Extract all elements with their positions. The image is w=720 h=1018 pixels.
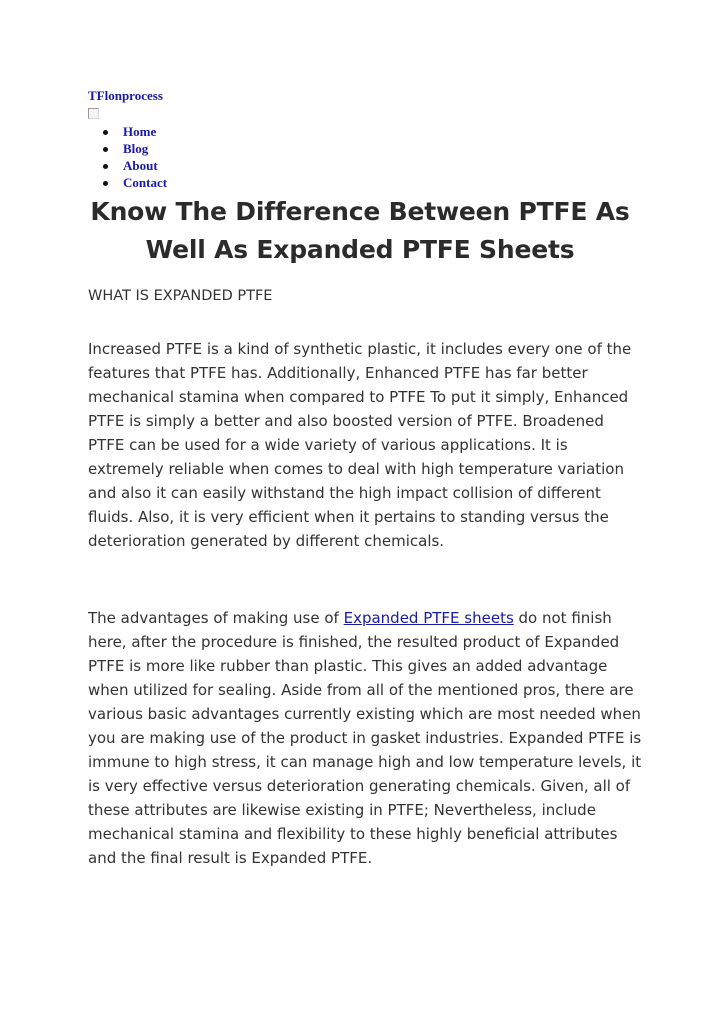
section-heading: WHAT IS EXPANDED PTFE [88,288,273,304]
paragraph-advantages [88,606,643,870]
nav-link-home[interactable]: Home [123,124,157,139]
bullet-icon [103,164,108,169]
broken-image-icon [88,108,99,119]
paragraph-advantages-body: do not finish here, after the procedure is finished, the resulted product of Expanded PTFE is more like rubber than plastic. This gives an added advantage when utilized for sealing. Aside from all of the mentioned pros, there are various basic advantages currently existing which are most needed when you are making use of the product in gasket industries. Expanded PTFE is immune to high stress, it can manage high and low temperature levels, it is very effective versus deterioration generating chemicals. Given, all of these attributes are likewise existing in PTFE; Nevertheless, include mechanical stamina and flexibility to these highly beneficial attributes and the final result is Expanded PTFE. [88,609,642,867]
nav-item-blog [88,140,288,157]
bullet-icon [103,181,108,186]
nav-item-contact [88,174,288,191]
site-title-link[interactable]: TFlonprocess [88,88,163,103]
bullet-icon [103,130,108,135]
nav-item-about [88,157,288,174]
bullet-icon [103,147,108,152]
nav-link-about[interactable]: About [123,158,158,173]
article-title: Know The Difference Between PTFE As Well As Expanded PTFE Sheets [90,197,630,264]
nav-item-home [88,123,288,140]
nav-list [88,123,288,191]
nav-link-blog[interactable]: Blog [123,141,149,156]
nav-link-contact[interactable]: Contact [123,175,168,190]
expanded-ptfe-sheets-link[interactable]: Expanded PTFE sheets [343,609,514,627]
paragraph-advantages-lead: The advantages of making use of [88,609,344,627]
paragraph-intro: Increased PTFE is a kind of synthetic plastic, it includes every one of the features that PTFE has. Additionally, Enhanced PTFE has far better mechanical stamina when compared to PTFE To put it simply, Enhanced PTFE is simply a better and also boosted version of PTFE. Broadened PTFE can be used for a wide variety of various applications. It is extremely reliable when comes to deal with high temperature variation and also it can easily withstand the high impact collision of different fluids. Also, it is very efficient when it pertains to standing versus the deterioration generated by different chemicals. [88,340,632,550]
